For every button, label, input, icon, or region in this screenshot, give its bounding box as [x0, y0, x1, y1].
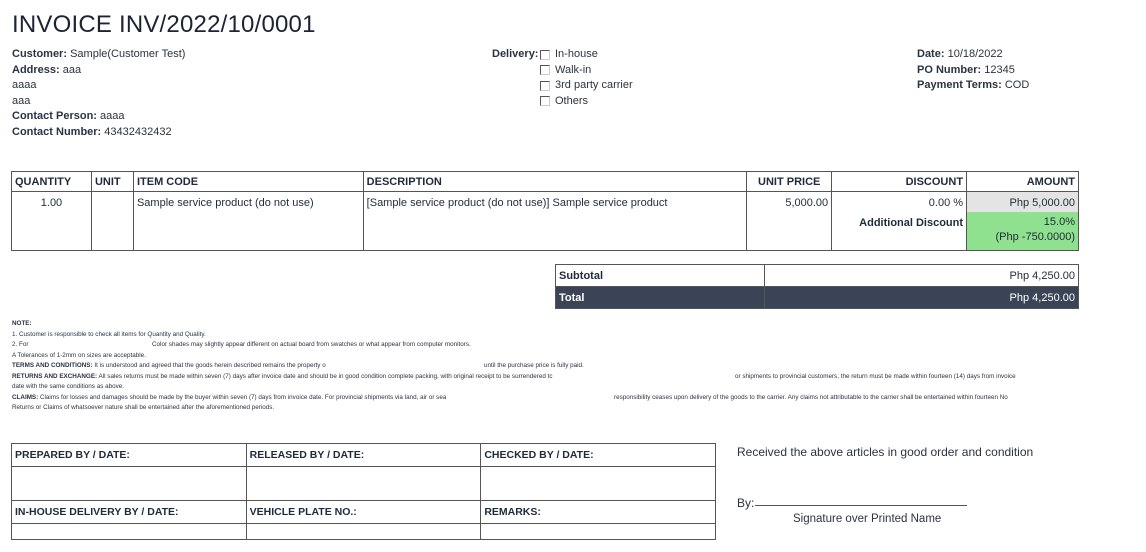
header-item-code: ITEM CODE [133, 172, 363, 192]
totals-table [555, 264, 1079, 309]
delivery-option-label: Walk-in [555, 63, 592, 76]
note-text: 2. For [12, 341, 29, 348]
note-text: Color shades may slightly appear different on actual board from swatches or what appear from computer monitors. [152, 341, 471, 348]
returns-tail: or shipments to provincial customers, the return must be made within fourteen (14) days from invoice [735, 372, 1016, 380]
released-by-box [246, 467, 481, 501]
date-value: 10/18/2022 [947, 48, 1003, 60]
checkbox-icon[interactable] [540, 65, 550, 75]
customer-value: Sample(Customer Test) [70, 48, 186, 60]
released-by-label: RELEASED BY / DATE: [246, 444, 481, 467]
additional-discount-pct: 15.0% [1043, 216, 1075, 228]
contact-person-label: Contact Person: [12, 110, 97, 122]
notes-section [12, 319, 1072, 414]
claims-text: Claims for losses and damages should be made by the buyer within seven (7) days from invoice date. For provincial shipments via land, air or sea [39, 393, 447, 401]
total-row [556, 287, 1079, 309]
discount-value: 0.00 % [928, 197, 964, 209]
remarks-box [481, 524, 716, 540]
received-statement: Received the above articles in good order and condition [737, 445, 1034, 459]
note-line [12, 393, 1072, 404]
terms-tail: until the purchase price is fully paid. [484, 362, 584, 369]
claims-label: CLAIMS: [12, 393, 39, 401]
header-discount: DISCOUNT [832, 172, 967, 192]
prepared-by-label: PREPARED BY / DATE: [12, 444, 247, 467]
note-line: 1. Customer is responsible to check all items for Quantity and Quality. [12, 330, 206, 338]
address-label: Address: [12, 63, 60, 76]
signature-table [11, 443, 716, 540]
contact-person-value: aaaa [100, 110, 125, 122]
cell-amount [967, 192, 1079, 251]
contact-number-label: Contact Number: [12, 125, 102, 138]
items-table [11, 171, 1079, 251]
note-line [12, 361, 1072, 372]
terms-text: It is understood and agreed that the goods herein described remains the property o [94, 362, 326, 369]
header-amount: AMOUNT [967, 172, 1079, 192]
note-line [12, 372, 1072, 383]
remarks-label: REMARKS: [481, 501, 716, 524]
invoice-title: INVOICE INV/2022/10/0001 [12, 11, 316, 38]
subtotal-label: Subtotal [556, 265, 765, 287]
delivery-option-others[interactable] [540, 94, 633, 110]
delivery-option-carrier[interactable] [540, 78, 633, 94]
inhouse-delivery-label: IN-HOUSE DELIVERY BY / DATE: [12, 501, 247, 524]
customer-info [12, 47, 185, 140]
checkbox-icon[interactable] [540, 96, 550, 106]
customer-label: Customer: [12, 48, 68, 60]
additional-discount-amount: (Php -750.0000) [995, 231, 1075, 243]
subtotal-row [556, 265, 1079, 287]
signature-caption: Signature over Printed Name [793, 513, 942, 525]
cell-quantity: 1.00 [12, 192, 92, 251]
contact-number-value: 43432432432 [104, 125, 172, 138]
cell-item-code: Sample service product (do not use) [133, 192, 363, 251]
checked-by-box [481, 467, 716, 501]
note-line: Returns or Claims of whatsoever nature shall be entertained after the aforementioned periods. [12, 404, 275, 411]
header-unit: UNIT [91, 172, 133, 192]
inhouse-delivery-box [12, 524, 247, 540]
address-line-3: aaa [12, 94, 31, 107]
delivery-option-inhouse[interactable] [540, 47, 633, 63]
vehicle-plate-label: VEHICLE PLATE NO.: [246, 501, 481, 524]
note-line: A Tolerances of 1-2mm on sizes are acceptable. [12, 351, 146, 359]
additional-discount-box [967, 212, 1078, 250]
vehicle-plate-box [246, 524, 481, 540]
notes-heading: NOTE: [12, 320, 32, 327]
delivery-option-label: In-house [555, 48, 598, 60]
header-description: DESCRIPTION [363, 172, 747, 192]
checkbox-icon[interactable] [540, 50, 550, 60]
checked-by-label: CHECKED BY / DATE: [481, 444, 716, 467]
address-line-2: aaaa [12, 79, 37, 91]
checkbox-icon[interactable] [540, 81, 550, 91]
delivery-option-walkin[interactable] [540, 63, 633, 79]
date-label: Date: [917, 48, 945, 60]
signature-line [755, 505, 967, 506]
note-line [12, 340, 1072, 351]
payment-terms-value: COD [1004, 79, 1030, 91]
total-value: Php 4,250.00 [764, 287, 1078, 309]
table-row [12, 192, 1079, 251]
delivery-option-label: 3rd party carrier [555, 79, 633, 91]
payment-terms-label: Payment Terms: [917, 79, 1002, 91]
prepared-by-box [12, 467, 247, 501]
total-label: Total [556, 287, 765, 309]
po-number-value: 12345 [984, 63, 1015, 76]
po-number-label: PO Number: [917, 63, 982, 76]
claims-tail: responsibility ceases upon delivery of the goods to the carrier. Any claims not attributable to the carrier shall be entertained within fourteen No [614, 393, 1008, 401]
cell-unit [91, 192, 133, 251]
delivery-label: Delivery: [492, 48, 539, 60]
amount-value: Php 5,000.00 [967, 192, 1078, 212]
returns-text: All sales returns must be made within seven (7) days after invoice date and should be in good condition complete packing, with original receipt to be surrendered tc [98, 372, 553, 380]
note-line: date with the same conditions as above. [12, 383, 125, 390]
cell-description: [Sample service product (do not use)] Sample service product [363, 192, 747, 251]
header-unit-price: UNIT PRICE [747, 172, 832, 192]
header-quantity: QUANTITY [12, 172, 92, 192]
invoice-meta [917, 47, 1029, 94]
subtotal-value: Php 4,250.00 [764, 265, 1078, 287]
cell-discount [832, 192, 967, 251]
address-value: aaa [62, 63, 82, 76]
terms-label: TERMS AND CONDITIONS: [12, 362, 93, 369]
returns-label: RETURNS AND EXCHANGE: [12, 372, 98, 380]
by-label: By: [737, 496, 755, 510]
delivery-option-label: Others [555, 94, 589, 107]
items-header-row [12, 172, 1079, 192]
cell-unit-price: 5,000.00 [747, 192, 832, 251]
additional-discount-label: Additional Discount [859, 217, 964, 229]
